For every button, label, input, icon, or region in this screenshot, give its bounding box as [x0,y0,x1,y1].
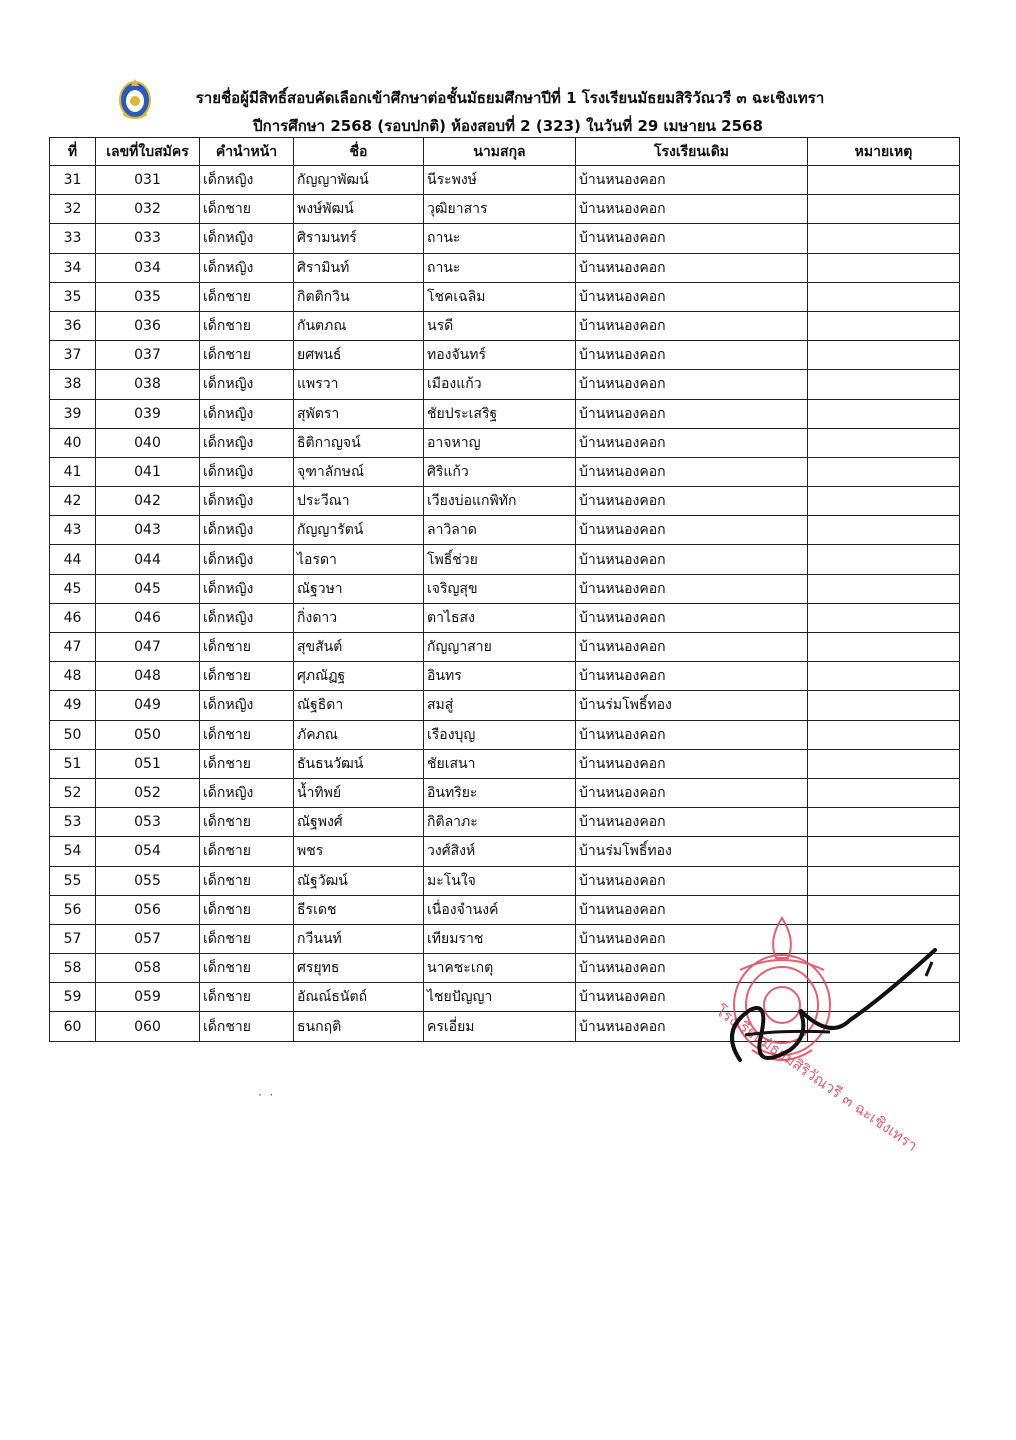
application-number-cell: 051 [96,749,200,778]
previous-school-cell: บ้านหนองคอก [576,633,808,662]
last-name-cell: เวียงบ่อแกพิทัก [424,487,576,516]
row-number-cell: 55 [50,866,96,895]
note-cell [808,837,960,866]
table-row [50,195,960,224]
last-name-cell: กิติลาภะ [424,808,576,837]
first-name-cell: ณัฐธิดา [294,691,424,720]
previous-school-cell: บ้านหนองคอก [576,574,808,603]
application-number-cell: 046 [96,603,200,632]
column-header-previous-school: โรงเรียนเดิม [576,138,808,166]
table-row [50,837,960,866]
row-number-cell: 36 [50,311,96,340]
first-name-cell: ไอรดา [294,545,424,574]
note-cell [808,808,960,837]
note-cell [808,487,960,516]
previous-school-cell: บ้านหนองคอก [576,311,808,340]
previous-school-cell: บ้านหนองคอก [576,253,808,282]
table-row [50,253,960,282]
application-number-cell: 047 [96,633,200,662]
name-prefix-cell: เด็กชาย [200,895,294,924]
row-number-cell: 39 [50,399,96,428]
previous-school-cell: บ้านหนองคอก [576,749,808,778]
last-name-cell: ชัยเสนา [424,749,576,778]
application-number-cell: 056 [96,895,200,924]
column-header-last-name: นามสกุล [424,138,576,166]
column-header-prefix: คำนำหน้า [200,138,294,166]
last-name-cell: นีระพงษ์ [424,166,576,195]
first-name-cell: ภัคภณ [294,720,424,749]
row-number-cell: 43 [50,516,96,545]
note-cell [808,720,960,749]
name-prefix-cell: เด็กชาย [200,924,294,953]
row-number-cell: 47 [50,633,96,662]
previous-school-cell: บ้านหนองคอก [576,516,808,545]
first-name-cell: ธิติกาญจน์ [294,428,424,457]
note-cell [808,282,960,311]
previous-school-cell: บ้านหนองคอก [576,282,808,311]
table-row [50,516,960,545]
table-row [50,778,960,807]
previous-school-cell: บ้านหนองคอก [576,662,808,691]
row-number-cell: 37 [50,341,96,370]
table-row [50,603,960,632]
row-number-cell: 38 [50,370,96,399]
last-name-cell: ถานะ [424,224,576,253]
first-name-cell: ธนกฤติ [294,1012,424,1041]
note-cell [808,399,960,428]
first-name-cell: ธันธนวัฒน์ [294,749,424,778]
note-cell [808,778,960,807]
application-number-cell: 048 [96,662,200,691]
note-cell [808,370,960,399]
row-number-cell: 33 [50,224,96,253]
note-cell [808,428,960,457]
note-cell [808,516,960,545]
first-name-cell: ณัฐพงศ์ [294,808,424,837]
name-prefix-cell: เด็กหญิง [200,574,294,603]
name-prefix-cell: เด็กหญิง [200,224,294,253]
last-name-cell: มะโนใจ [424,866,576,895]
stray-marks: · · [258,1088,274,1102]
previous-school-cell: บ้านร่มโพธิ์ทอง [576,691,808,720]
previous-school-cell: บ้านหนองคอก [576,224,808,253]
first-name-cell: พงษ์พัฒน์ [294,195,424,224]
table-row [50,662,960,691]
first-name-cell: กิ่งดาว [294,603,424,632]
first-name-cell: กิตติกวิน [294,282,424,311]
previous-school-cell: บ้านหนองคอก [576,399,808,428]
application-number-cell: 038 [96,370,200,399]
note-cell [808,253,960,282]
name-prefix-cell: เด็กหญิง [200,691,294,720]
last-name-cell: เนื่องจำนงค์ [424,895,576,924]
first-name-cell: ณัฐวษา [294,574,424,603]
first-name-cell: ณัฐวัฒน์ [294,866,424,895]
last-name-cell: อินทริยะ [424,778,576,807]
table-row [50,808,960,837]
row-number-cell: 56 [50,895,96,924]
application-number-cell: 035 [96,282,200,311]
last-name-cell: เจริญสุข [424,574,576,603]
table-row [50,399,960,428]
previous-school-cell: บ้านหนองคอก [576,720,808,749]
application-number-cell: 045 [96,574,200,603]
application-number-cell: 036 [96,311,200,340]
column-header-no: ที่ [50,138,96,166]
page-subtitle: ปีการศึกษา 2568 (รอบปกติ) ห้องสอบที่ 2 (323) ในวันที่ 29 เมษายน 2568 [253,117,763,135]
name-prefix-cell: เด็กหญิง [200,603,294,632]
first-name-cell: กัญญารัตน์ [294,516,424,545]
name-prefix-cell: เด็กชาย [200,983,294,1012]
row-number-cell: 42 [50,487,96,516]
application-number-cell: 052 [96,778,200,807]
table-row [50,633,960,662]
application-number-cell: 033 [96,224,200,253]
name-prefix-cell: เด็กหญิง [200,399,294,428]
first-name-cell: น้ำทิพย์ [294,778,424,807]
name-prefix-cell: เด็กชาย [200,866,294,895]
previous-school-cell: บ้านหนองคอก [576,428,808,457]
previous-school-cell: บ้านหนองคอก [576,778,808,807]
application-number-cell: 055 [96,866,200,895]
previous-school-cell: บ้านหนองคอก [576,370,808,399]
row-number-cell: 54 [50,837,96,866]
first-name-cell: กัญญาพัฒน์ [294,166,424,195]
table-row [50,457,960,486]
last-name-cell: กัญญาสาย [424,633,576,662]
name-prefix-cell: เด็กชาย [200,282,294,311]
table-row [50,370,960,399]
row-number-cell: 57 [50,924,96,953]
previous-school-cell: บ้านหนองคอก [576,983,808,1012]
first-name-cell: ศิรามนทร์ [294,224,424,253]
table-row [50,866,960,895]
note-cell [808,195,960,224]
previous-school-cell: บ้านหนองคอก [576,603,808,632]
row-number-cell: 32 [50,195,96,224]
note-cell [808,662,960,691]
last-name-cell: อินทร [424,662,576,691]
previous-school-cell: บ้านหนองคอก [576,866,808,895]
last-name-cell: เมืองแก้ว [424,370,576,399]
application-number-cell: 042 [96,487,200,516]
name-prefix-cell: เด็กหญิง [200,457,294,486]
application-number-cell: 043 [96,516,200,545]
table-row [50,282,960,311]
note-cell [808,166,960,195]
last-name-cell: ศิริแก้ว [424,457,576,486]
first-name-cell: อัณณ์ธนัตถ์ [294,983,424,1012]
application-number-cell: 044 [96,545,200,574]
row-number-cell: 50 [50,720,96,749]
name-prefix-cell: เด็กหญิง [200,487,294,516]
name-prefix-cell: เด็กหญิง [200,516,294,545]
application-number-cell: 050 [96,720,200,749]
name-prefix-cell: เด็กชาย [200,311,294,340]
application-number-cell: 060 [96,1012,200,1041]
note-cell [808,866,960,895]
note-cell [808,311,960,340]
candidate-table [49,137,960,1042]
name-prefix-cell: เด็กชาย [200,837,294,866]
first-name-cell: สุพัตรา [294,399,424,428]
note-cell [808,574,960,603]
last-name-cell: ทองจันทร์ [424,341,576,370]
first-name-cell: กันตภณ [294,311,424,340]
row-number-cell: 34 [50,253,96,282]
last-name-cell: เทียมราช [424,924,576,953]
row-number-cell: 46 [50,603,96,632]
previous-school-cell: บ้านหนองคอก [576,195,808,224]
row-number-cell: 40 [50,428,96,457]
column-header-application-no: เลขที่ใบสมัคร [96,138,200,166]
row-number-cell: 45 [50,574,96,603]
table-row [50,691,960,720]
previous-school-cell: บ้านหนองคอก [576,341,808,370]
note-cell [808,603,960,632]
previous-school-cell: บ้านหนองคอก [576,487,808,516]
table-row [50,341,960,370]
table-row [50,311,960,340]
first-name-cell: ยศพนธ์ [294,341,424,370]
application-number-cell: 031 [96,166,200,195]
first-name-cell: ประวีณา [294,487,424,516]
last-name-cell: นรดี [424,311,576,340]
application-number-cell: 059 [96,983,200,1012]
previous-school-cell: บ้านร่มโพธิ์ทอง [576,837,808,866]
first-name-cell: จุฑาลักษณ์ [294,457,424,486]
last-name-cell: สมสู่ [424,691,576,720]
table-row [50,224,960,253]
note-cell [808,457,960,486]
note-cell [808,224,960,253]
first-name-cell: พชร [294,837,424,866]
signature-icon [700,940,950,1100]
last-name-cell: โพธิ์ช่วย [424,545,576,574]
previous-school-cell: บ้านหนองคอก [576,954,808,983]
name-prefix-cell: เด็กชาย [200,633,294,662]
note-cell [808,633,960,662]
name-prefix-cell: เด็กชาย [200,749,294,778]
row-number-cell: 35 [50,282,96,311]
first-name-cell: ศุภณัฏฐ [294,662,424,691]
first-name-cell: แพรวา [294,370,424,399]
name-prefix-cell: เด็กชาย [200,662,294,691]
last-name-cell: วุฒิยาสาร [424,195,576,224]
name-prefix-cell: เด็กชาย [200,808,294,837]
table-row [50,720,960,749]
last-name-cell: ไชยปัญญา [424,983,576,1012]
previous-school-cell: บ้านหนองคอก [576,924,808,953]
last-name-cell: ตาไธสง [424,603,576,632]
previous-school-cell: บ้านหนองคอก [576,808,808,837]
name-prefix-cell: เด็กหญิง [200,778,294,807]
application-number-cell: 041 [96,457,200,486]
name-prefix-cell: เด็กหญิง [200,545,294,574]
note-cell [808,691,960,720]
name-prefix-cell: เด็กชาย [200,195,294,224]
table-header-row [50,138,960,166]
name-prefix-cell: เด็กหญิง [200,253,294,282]
name-prefix-cell: เด็กหญิง [200,166,294,195]
row-number-cell: 59 [50,983,96,1012]
first-name-cell: สุขสันต์ [294,633,424,662]
application-number-cell: 040 [96,428,200,457]
name-prefix-cell: เด็กชาย [200,720,294,749]
last-name-cell: อาจหาญ [424,428,576,457]
table-row [50,545,960,574]
name-prefix-cell: เด็กชาย [200,341,294,370]
previous-school-cell: บ้านหนองคอก [576,895,808,924]
last-name-cell: โชคเฉลิม [424,282,576,311]
name-prefix-cell: เด็กชาย [200,954,294,983]
application-number-cell: 037 [96,341,200,370]
row-number-cell: 58 [50,954,96,983]
row-number-cell: 44 [50,545,96,574]
first-name-cell: ธีรเดช [294,895,424,924]
previous-school-cell: บ้านหนองคอก [576,1012,808,1041]
row-number-cell: 48 [50,662,96,691]
row-number-cell: 52 [50,778,96,807]
application-number-cell: 032 [96,195,200,224]
application-number-cell: 034 [96,253,200,282]
row-number-cell: 51 [50,749,96,778]
page-title: รายชื่อผู้มีสิทธิ์สอบคัดเลือกเข้าศึกษาต่อชั้นมัธยมศึกษาปีที่ 1 โรงเรียนมัธยมสิริวัณวรี ๓ ฉะเชิงเทรา [195,89,825,107]
application-number-cell: 039 [96,399,200,428]
name-prefix-cell: เด็กหญิง [200,370,294,399]
note-cell [808,341,960,370]
column-header-note: หมายเหตุ [808,138,960,166]
previous-school-cell: บ้านหนองคอก [576,457,808,486]
application-number-cell: 053 [96,808,200,837]
last-name-cell: ลาวิลาด [424,516,576,545]
application-number-cell: 058 [96,954,200,983]
first-name-cell: ศิรามินท์ [294,253,424,282]
row-number-cell: 53 [50,808,96,837]
name-prefix-cell: เด็กชาย [200,1012,294,1041]
application-number-cell: 054 [96,837,200,866]
table-row [50,428,960,457]
name-prefix-cell: เด็กหญิง [200,428,294,457]
last-name-cell: ครเอี่ยม [424,1012,576,1041]
last-name-cell: ชัยประเสริฐ [424,399,576,428]
column-header-first-name: ชื่อ [294,138,424,166]
row-number-cell: 60 [50,1012,96,1041]
last-name-cell: นาคชะเกตุ [424,954,576,983]
svg-text:โรงเรียนมัธยมสิริวัณวรี ๓ ฉะเช: โรงเรียนมัธยมสิริวัณวรี ๓ ฉะเชิงเทรา [712,1001,921,1155]
first-name-cell: กวีนนท์ [294,924,424,953]
previous-school-cell: บ้านหนองคอก [576,545,808,574]
table-row [50,574,960,603]
table-row [50,166,960,195]
table-row [50,487,960,516]
last-name-cell: วงศ์สิงห์ [424,837,576,866]
table-row [50,749,960,778]
row-number-cell: 41 [50,457,96,486]
last-name-cell: เรืองบุญ [424,720,576,749]
note-cell [808,749,960,778]
last-name-cell: ถานะ [424,253,576,282]
row-number-cell: 49 [50,691,96,720]
note-cell [808,545,960,574]
application-number-cell: 057 [96,924,200,953]
application-number-cell: 049 [96,691,200,720]
previous-school-cell: บ้านหนองคอก [576,166,808,195]
first-name-cell: ศรยุทธ [294,954,424,983]
row-number-cell: 31 [50,166,96,195]
